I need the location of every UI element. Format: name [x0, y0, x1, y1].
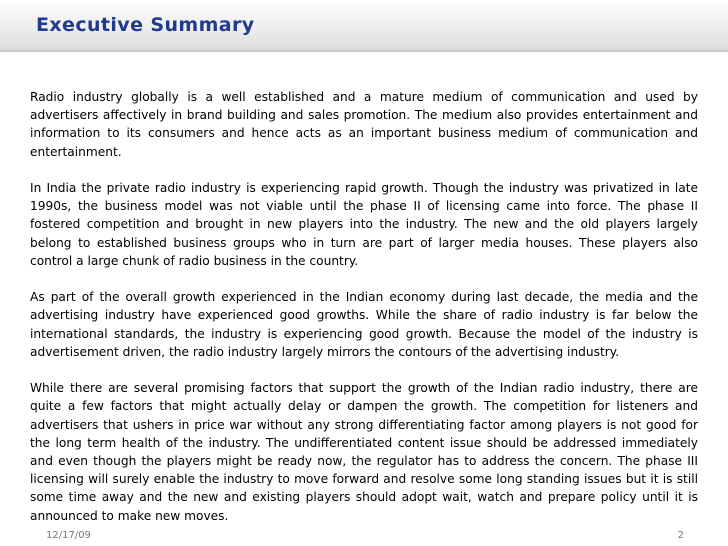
paragraph-2: In India the private radio industry is experiencing rapid growth. Though the industry was privatized in late 1990s, the business model was not viable until the phase II of licensing came into force. The phase II fostered competition and brought in new players into the industry. The new and the old players largely belong to established business groups who in turn are part of larger media houses. These players also control a large chunk of radio business in the country.	[30, 181, 698, 268]
paragraph-4: While there are several promising factors that support the growth of the Indian radio industry, there are quite a few factors that might actually delay or dampen the growth. The competition for listeners and advertisers that ushers in price war without any strong differentiating factor among players is not good for the long term health of the industry. The undifferentiated content issue should be addressed immediately and even though the players might be ready now, the regulator has to address the concern. The phase III licensing will surely enable the industry to move forward and resolve some long standing issues but it is still some time away and the new and existing players should adopt wait, watch and prepare policy until it is announced to make new moves.	[30, 381, 698, 523]
footer-date: 12/17/09	[46, 530, 91, 541]
paragraph-1: Radio industry globally is a well established and a mature medium of communication and used by advertisers affectively in brand building and sales promotion. The medium also provides entertainment and information to its consumers and hence acts as an important business medium of communication and entertainment.	[30, 90, 698, 159]
slide-title: Executive Summary	[36, 14, 255, 36]
slide-body	[30, 88, 698, 525]
page-number: 2	[677, 530, 684, 541]
paragraph-3: As part of the overall growth experienced in the Indian economy during last decade, the media and the advertising industry have experienced good growths. While the share of radio industry is far below the international standards, the industry is experiencing good growth. Because the model of the industry is advertisement driven, the radio industry largely mirrors the contours of the advertising industry.	[30, 290, 698, 359]
title-bar	[0, 0, 728, 52]
